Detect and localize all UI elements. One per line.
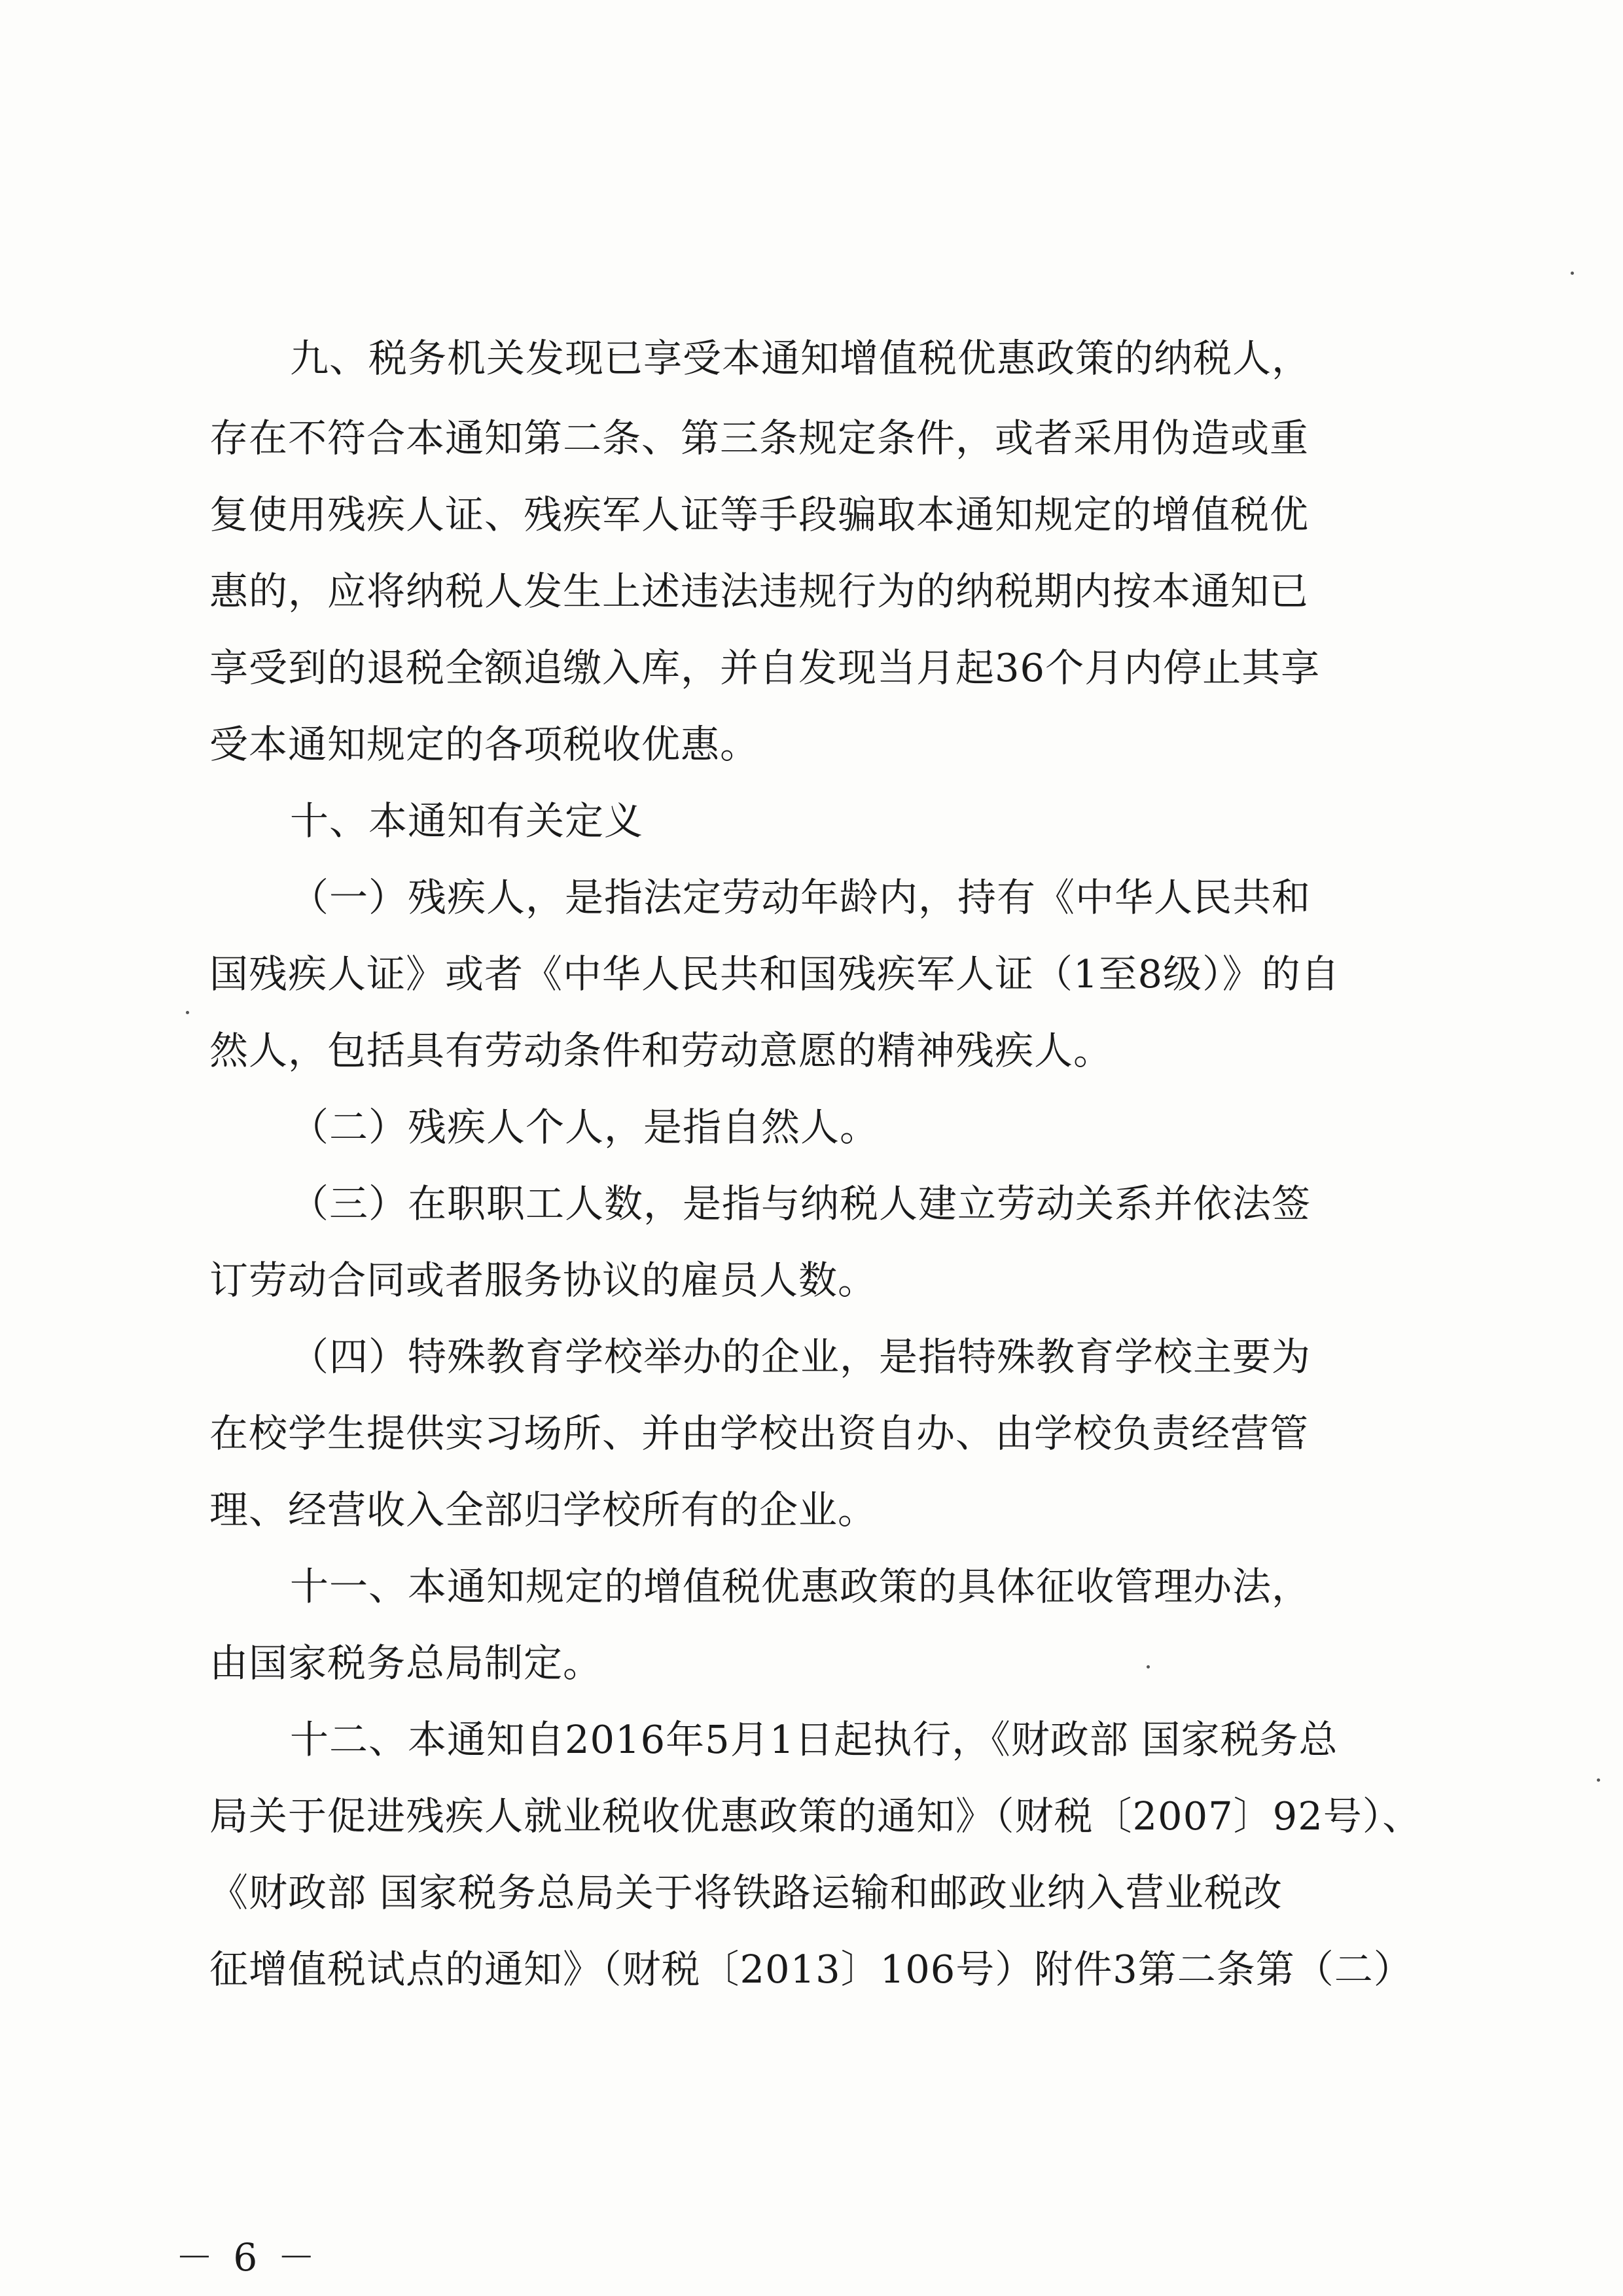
page-number: － 6 － [175, 2235, 319, 2280]
paragraph-11-line-1: 十一、本通知规定的增值税优惠政策的具体征收管理办法， [290, 1564, 1311, 1609]
scan-speck [1597, 1778, 1600, 1782]
paragraph-9-line-5: 享受到的退税全额追缴入库，并自发现当月起36个月内停止其享 [209, 645, 1321, 690]
scan-speck [186, 1011, 189, 1014]
paragraph-12-line-3: 《财政部 国家税务总局关于将铁路运输和邮政业纳入营业税改 [209, 1870, 1283, 1915]
scan-speck [1147, 1665, 1150, 1669]
paragraph-9-line-2: 存在不符合本通知第二条、第三条规定条件，或者采用伪造或重 [209, 415, 1310, 461]
paragraph-9-line-6: 受本通知规定的各项税收优惠。 [209, 722, 760, 767]
definition-2-line-1: （二）残疾人个人，是指自然人。 [290, 1104, 880, 1150]
definition-4-line-2: 在校学生提供实习场所、并由学校出资自办、由学校负责经营管 [209, 1411, 1310, 1456]
section-10-heading: 十、本通知有关定义 [290, 798, 644, 843]
definition-4-line-1: （四）特殊教育学校举办的企业，是指特殊教育学校主要为 [290, 1334, 1311, 1379]
definition-3-line-2: 订劳动合同或者服务协议的雇员人数。 [209, 1258, 878, 1303]
definition-1-line-2: 国残疾人证》或者《中华人民共和国残疾军人证（1至8级）》的自 [209, 951, 1340, 997]
paragraph-11-line-2: 由国家税务总局制定。 [209, 1640, 603, 1686]
definition-1-line-1: （一）残疾人，是指法定劳动年龄内，持有《中华人民共和 [290, 875, 1311, 920]
definition-3-line-1: （三）在职职工人数，是指与纳税人建立劳动关系并依法签 [290, 1181, 1311, 1226]
paragraph-12-line-4: 征增值税试点的通知》（财税〔2013〕106号）附件3第二条第（二） [209, 1947, 1413, 1992]
definition-4-line-3: 理、经营收入全部归学校所有的企业。 [209, 1487, 878, 1532]
scan-speck [1571, 272, 1574, 275]
paragraph-12-line-1: 十二、本通知自2016年5月1日起执行，《财政部 国家税务总 [290, 1717, 1338, 1762]
paragraph-9-line-3: 复使用残疾人证、残疾军人证等手段骗取本通知规定的增值税优 [209, 492, 1310, 537]
definition-1-line-3: 然人，包括具有劳动条件和劳动意愿的精神残疾人。 [209, 1028, 1113, 1073]
paragraph-9-line-4: 惠的，应将纳税人发生上述违法违规行为的纳税期内按本通知已 [209, 569, 1310, 614]
paragraph-12-line-2: 局关于促进残疾人就业税收优惠政策的通知》（财税〔2007〕92号）、 [209, 1793, 1422, 1839]
paragraph-9-line-1: 九、税务机关发现已享受本通知增值税优惠政策的纳税人， [290, 336, 1311, 381]
